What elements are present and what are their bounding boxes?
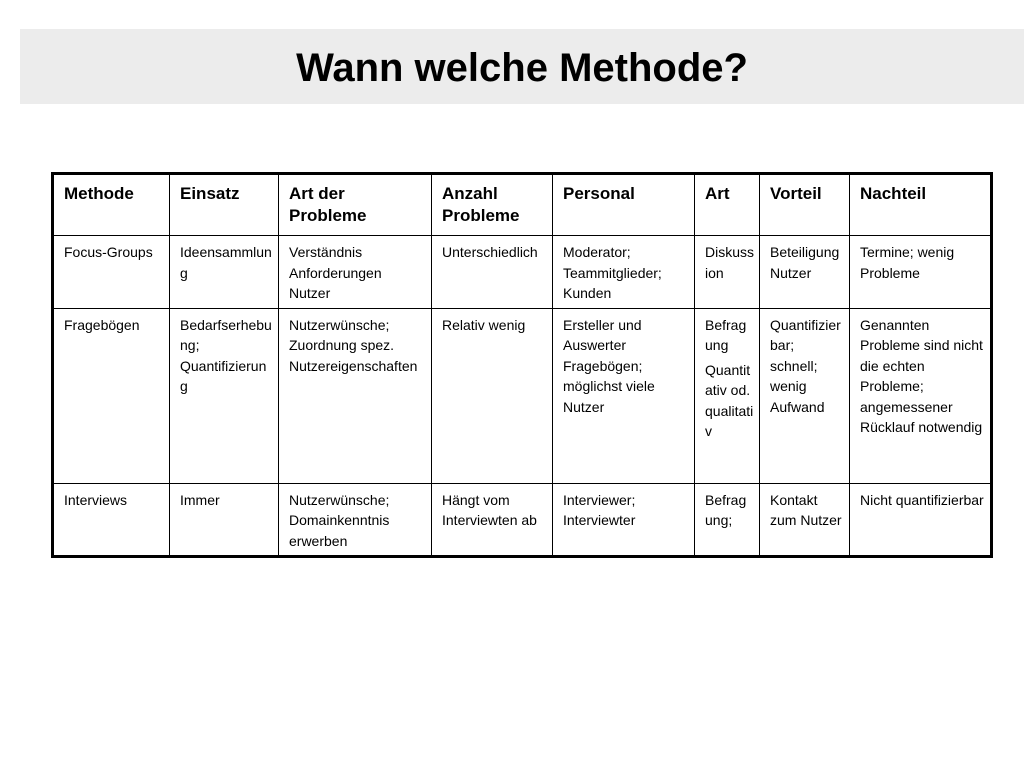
- cell-art: [695, 308, 760, 483]
- header-einsatz: Einsatz: [170, 174, 279, 236]
- methods-table: [51, 172, 993, 558]
- cell-nachteil: Nicht quantifizierbar: [850, 483, 992, 557]
- cell-anzahl-probleme: Unterschiedlich: [432, 236, 553, 309]
- cell-einsatz: Ideensammlung: [170, 236, 279, 309]
- cell-einsatz: Bedarfserhebung; Quantifizierung: [170, 308, 279, 483]
- cell-art: [695, 236, 760, 309]
- cell-art-der-probleme: Verständnis Anforderungen Nutzer: [279, 236, 432, 309]
- cell-anzahl-probleme: Relativ wenig: [432, 308, 553, 483]
- cell-personal: Ersteller und Auswerter Fragebögen; möglichst viele Nutzer: [553, 308, 695, 483]
- header-personal: Personal: [553, 174, 695, 236]
- cell-art-der-probleme: Nutzerwünsche; Domainkenntnis erwerben: [279, 483, 432, 557]
- table-row: [53, 483, 992, 557]
- cell-nachteil: Genannten Probleme sind nicht die echten Probleme; angemessener Rücklauf notwendig: [850, 308, 992, 483]
- cell-art-line: Befragung;: [705, 491, 747, 528]
- cell-vorteil: Beteiligung Nutzer: [760, 236, 850, 309]
- cell-art: [695, 483, 760, 557]
- header-methode: Methode: [53, 174, 170, 236]
- cell-personal: Interviewer; Interviewter: [553, 483, 695, 557]
- cell-anzahl-probleme: Hängt vom Interviewten ab: [432, 483, 553, 557]
- cell-methode: Interviews: [53, 483, 170, 557]
- header-nachteil: Nachteil: [850, 174, 992, 236]
- slide-title: Wann welche Methode?: [296, 46, 748, 90]
- cell-art-der-probleme: Nutzerwünsche; Zuordnung spez. Nutzereigenschaften: [279, 308, 432, 483]
- title-band: [20, 29, 1024, 104]
- header-art-der-probleme: Art der Probleme: [279, 174, 432, 236]
- cell-vorteil: Kontakt zum Nutzer: [760, 483, 850, 557]
- table-row: [53, 236, 992, 309]
- cell-einsatz: Immer: [170, 483, 279, 557]
- cell-art-line: Quantitativ od. qualitativ: [705, 361, 754, 439]
- header-anzahl-probleme: Anzahl Probleme: [432, 174, 553, 236]
- cell-art-line: Diskussion: [705, 244, 755, 281]
- cell-methode: Focus-Groups: [53, 236, 170, 309]
- cell-methode: Fragebögen: [53, 308, 170, 483]
- cell-personal: Moderator; Teammitglieder; Kunden: [553, 236, 695, 309]
- cell-vorteil: Quantifizierbar; schnell; wenig Aufwand: [760, 308, 850, 483]
- header-art: Art: [695, 174, 760, 236]
- table-header-row: [53, 174, 992, 236]
- header-vorteil: Vorteil: [760, 174, 850, 236]
- cell-art-line: Befragung: [705, 316, 747, 353]
- cell-nachteil: Termine; wenig Probleme: [850, 236, 992, 309]
- table-row: [53, 308, 992, 483]
